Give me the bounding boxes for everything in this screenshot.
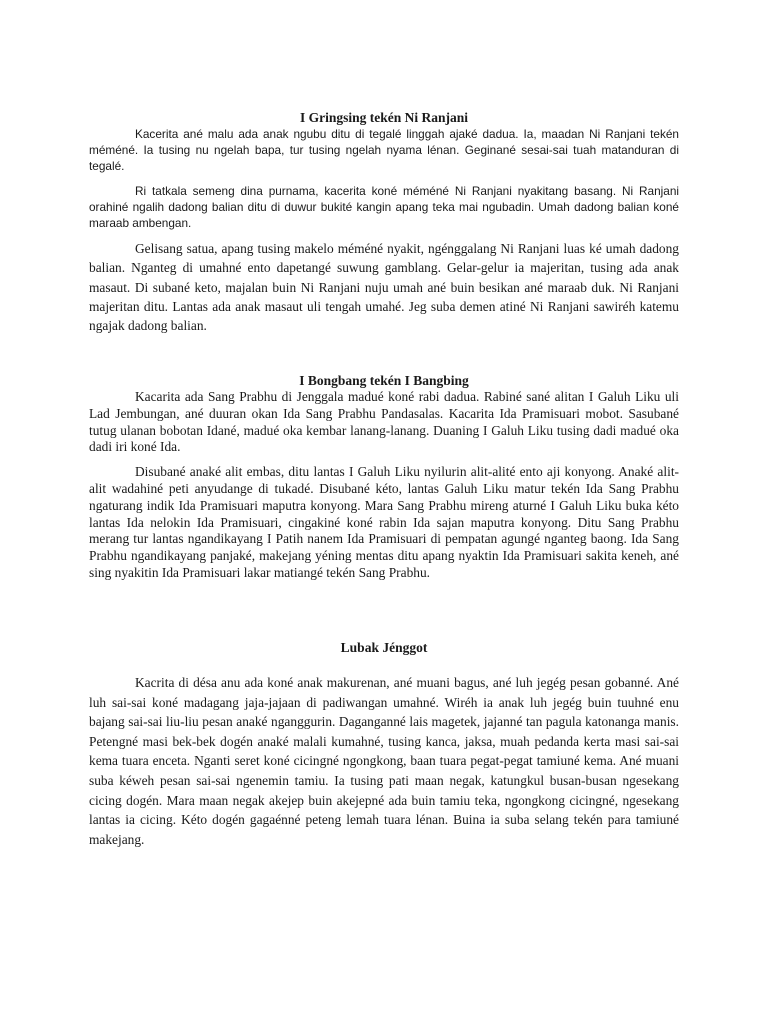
story-paragraph: Disubané anaké alit embas, ditu lantas I Galuh Liku nyilurin alit-alité ento aji konyong. Anaké alit-alit wadahiné peti anyudange di tukadé. Disubané kéto, lantas Galuh Liku matur tekén Ida Sang Prabhu ngaturang indik Ida Pramisuari maputra konyong. Mara Sang Prabhu mireng aturné I Galuh Liku buka kéto lantas Ida nelokin Ida Pramisuari, cingakiné koné rabin Ida sajan maputra konyong. Ditu Sang Prabhu merang tur lantas ngandikayang I Patih nanem Ida Pramisuari di pempatan agungé nganteg baong. Ida Sang Prabhu ngandikayang panjaké, makejang yéning mentas ditu apang nyaktin Ida Pramisuari sakita keneh, ané sing nyakitin Ida Pramisuari lakar matiangé tekén Sang Prabhu.: [89, 464, 679, 580]
story-title: I Gringsing tekén Ni Ranjani: [299, 110, 469, 125]
story-title: Lubak Jénggot: [340, 640, 428, 655]
story-gringsing: [89, 110, 679, 335]
story-bongbang: [89, 373, 679, 582]
story-paragraph: Ri tatkala semeng dina purnama, kacerita koné méméné Ni Ranjani nyakitang basang. Ni Ranjani orahiné ngalih dadong balian ditu di duwur bukité kangin apang teka mai ngubadin. Umah dadong balian koné maraab ambengan.: [89, 183, 679, 231]
story-paragraph: Kacarita ada Sang Prabhu di Jenggala madué koné rabi dadua. Rabiné sané alitan I Galuh Liku uli Lad Jembungan, ané duuran okan Ida Sang Prabhu Pandasalas. Kacarita Ida Pramisuari mobot. Sasubané tutug ulanan bobotan Idané, madué oka kembar lanang-lanang. Duaning I Galuh Liku tusing dadi madué oka dadi iri koné Ida.: [89, 389, 679, 455]
story-paragraph: Kacerita ané malu ada anak ngubu ditu di tegalé linggah ajaké dadua. Ia, maadan Ni Ranjani tekén méméné. Ia tusing nu ngelah bapa, tur tusing ngelah nyama lénan. Geginané sesai-sai tuah matanduran di tegalé.: [89, 127, 679, 174]
story-title: I Bongbang tekén I Bangbing: [299, 373, 469, 388]
story-paragraph: Gelisang satua, apang tusing makelo méméné nyakit, ngénggalang Ni Ranjani luas ké umah dadong balian. Nganteg di umahné ento dapetangé suwung gamblang. Gelar-gelur ia majeritan, tusing ada anak masaut. Di subané keto, majalan buin Ni Ranjani nuju umah ané buin besikan ané maraab duk. Ni Ranjani majeritan ditu. Lantas ada anak masaut uli tengah umahé. Jeg suba demen atiné Ni Ranjani sawiréh katemu ngajak dadong balian.: [89, 241, 679, 334]
story-lubak-jenggot: [89, 640, 679, 849]
story-paragraph: Kacrita di désa anu ada koné anak makurenan, ané muani bagus, ané luh jegég pesan gobanné. Ané luh sai-sai koné madagang jaja-jajaan di padiwangan umahné. Wiréh ia anak luh jegég buin tuuhné enu bajang sai-sai liu-liu pesan anaké nganggurin. Daganganné lais magetek, jajanné tan pagula katonanga manis. Petengné masi bek-bek dogén anaké malali kumahné, tusing kanca, jaksa, muah pedanda kerta masi sai-sai kema tuara enceta. Nganti seret koné cicingné ngongkong, baan tuara pegat-pegat tamiuné kema. Ané muani suba kéweh pesan sai-sai ngenemin tamiu. Ia tusing pati maan negak, katungkul busan-busan ngesekang cicing dogén. Mara maan negak akejep buin akejepné ada buin tamiu teka, ngongkong cicingné, ngesekang lantas ia cicing. Kéto dogén gagaénné peteng lemah tuara lénan. Buina ia suba selang tekén para tamiuné makejang.: [89, 675, 679, 847]
